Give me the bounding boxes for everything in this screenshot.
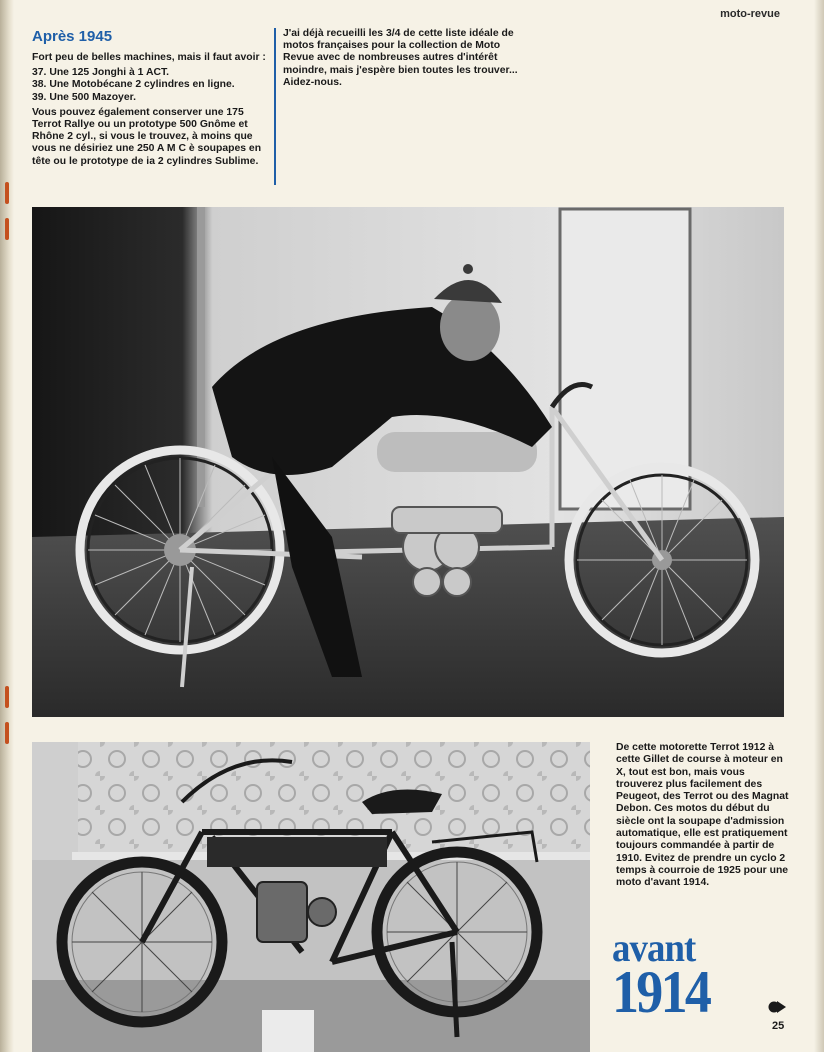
- binding-mark: [5, 686, 9, 708]
- page-number: 25: [772, 1020, 785, 1032]
- section-title: Après 1945: [32, 28, 113, 45]
- list-item: 38. Une Motobécane 2 cylindres en ligne.: [32, 79, 235, 91]
- right-column-text: J'ai déjà recueilli les 3/4 de cette liste idéale de motos françaises pour la collection de Moto Revue avec de nombreuses autres d'intérêt moindre, mais j'espère bien toutes les trouver...: [283, 28, 518, 76]
- motorcycle-list: [32, 67, 270, 104]
- list-item: 39. Une 500 Mazoyer.: [32, 91, 136, 103]
- photo-caption: De cette motorette Terrot 1912 à cette Gillet de course à moteur en X, tout est bon, mais vous trouverez plus facilement des Peugeot, des Terrot ou des Magnat Debon. Ces motos du début du siècle ont la soupape d'admission automatique, elle est pratiquement toujours commandée à partir de 1910. Evitez de prendre un cyclo 2 temps à courroie de 1925 pour une moto d'avant 1914.: [616, 742, 789, 889]
- left-column: [32, 52, 270, 171]
- list-item: 37. Une 125 Jonghi à 1 ACT.: [32, 67, 170, 79]
- section-paragraph: Vous pouvez également conserver une 175 Terrot Rallye ou un prototype 500 Gnôme et Rhône 2 cyl., si vous le trouvez, à moins que vous ne désiriez une 250 A M C è soupapes en tête ou le prototype de ia 2 cylindres Sublime.: [32, 106, 262, 167]
- column-divider: [274, 28, 276, 185]
- running-head: moto-revue: [720, 8, 780, 20]
- era-heading: [612, 925, 752, 1025]
- binding-mark: [5, 182, 9, 204]
- page-right-edge: [814, 0, 824, 1052]
- section-intro: Fort peu de belles machines, mais il faut avoir :: [32, 52, 266, 63]
- right-column-closing: Aidez-nous.: [283, 76, 342, 88]
- next-page-arrow-icon: [768, 1000, 786, 1014]
- binding-mark: [5, 218, 9, 240]
- era-heading-line2: 1914: [612, 959, 710, 1025]
- right-column: [283, 28, 529, 89]
- binding-mark: [5, 722, 9, 744]
- photo-gillet-racer: [32, 207, 784, 717]
- photo-terrot-1912: [32, 742, 590, 1052]
- page-binding-edge: [0, 0, 14, 1052]
- era-heading-line1: avant: [612, 925, 696, 970]
